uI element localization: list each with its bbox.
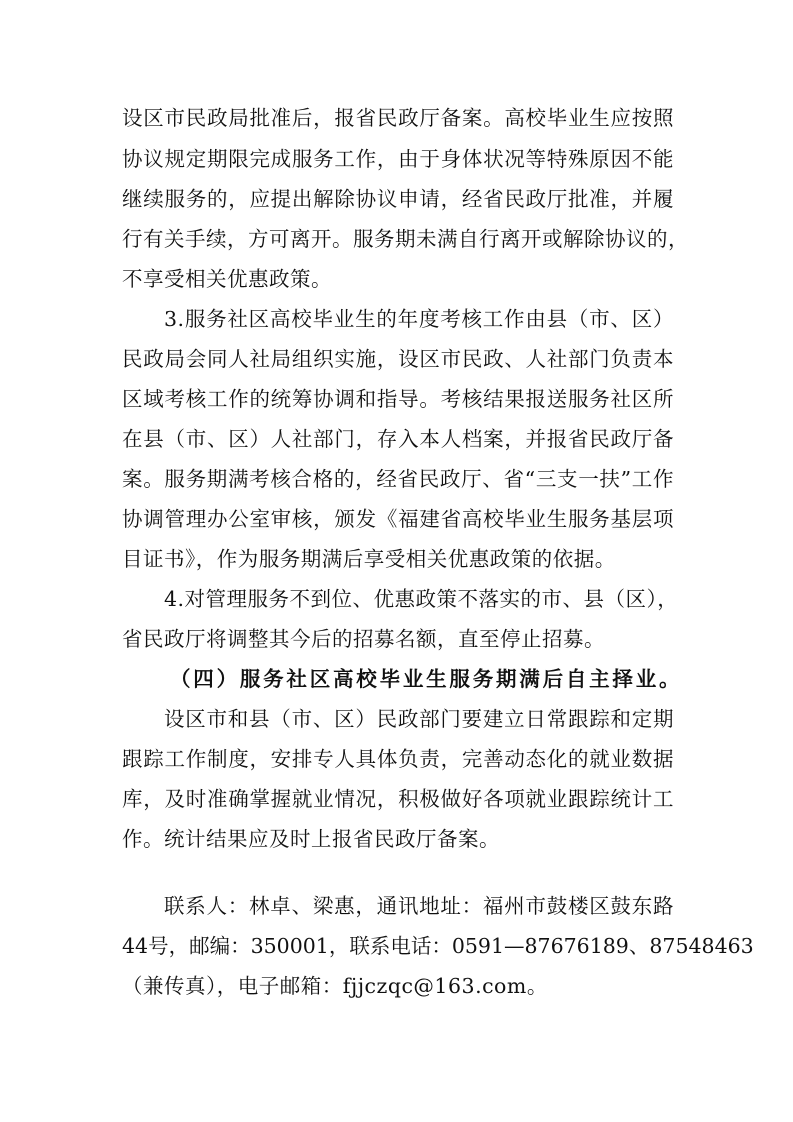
contact-line-1: 联系人：林卓、梁惠，通讯地址：福州市鼓楼区鼓东路 <box>164 894 674 918</box>
paragraph-1-line-1: 设区市民政局批准后，报省民政厅备案。高校毕业生应按照 <box>122 106 674 130</box>
paragraph-1-line-2: 协议规定期限完成服务工作，由于身体状况等特殊原因不能 <box>122 147 674 171</box>
paragraph-2-line-6: 协调管理办公室审核，颁发《福建省高校毕业生服务基层项 <box>122 507 674 531</box>
paragraph-4-line-3: 库，及时准确掌握就业情况，积极做好各项就业跟踪统计工 <box>122 787 674 811</box>
paragraph-3-line-1: 4.对管理服务不到位、优惠政策不落实的市、县（区）， <box>164 587 679 611</box>
paragraph-2-line-7: 目证书》，作为服务期满后享受相关优惠政策的依据。 <box>122 547 616 571</box>
section-heading: （四）服务社区高校毕业生服务期满后自主择业。 <box>170 667 680 691</box>
contact-line-3: （兼传真），电子邮箱：fjjczqc@163.com。 <box>122 974 548 998</box>
paragraph-3-line-2: 省民政厅将调整其今后的招募名额，直至停止招募。 <box>122 627 605 651</box>
paragraph-1-line-5: 不享受相关优惠政策。 <box>122 267 332 291</box>
paragraph-2-line-2: 民政局会同人社局组织实施，设区市民政、人社部门负责本 <box>122 347 674 371</box>
paragraph-2-line-4: 在县（市、区）人社部门，存入本人档案，并报省民政厅备 <box>122 427 674 451</box>
paragraph-1-line-3: 继续服务的，应提出解除协议申请，经省民政厅批准，并履 <box>122 187 674 211</box>
paragraph-4-line-4: 作。统计结果应及时上报省民政厅备案。 <box>122 827 500 851</box>
paragraph-2-line-5: 案。服务期满考核合格的，经省民政厅、省“三支一扶”工作 <box>122 467 674 491</box>
paragraph-2-line-1: 3.服务社区高校毕业生的年度考核工作由县（市、区） <box>164 307 674 331</box>
contact-line-2: 44号，邮编：350001，联系电话：0591—87676189、87548463 <box>122 934 754 958</box>
paragraph-4-line-1: 设区市和县（市、区）民政部门要建立日常跟踪和定期 <box>164 707 674 731</box>
paragraph-2-line-3: 区域考核工作的统筹协调和指导。考核结果报送服务社区所 <box>122 387 674 411</box>
paragraph-4-line-2: 跟踪工作制度，安排专人具体负责，完善动态化的就业数据 <box>122 747 674 771</box>
paragraph-1-line-4: 行有关手续，方可离开。服务期未满自行离开或解除协议的， <box>122 227 689 251</box>
